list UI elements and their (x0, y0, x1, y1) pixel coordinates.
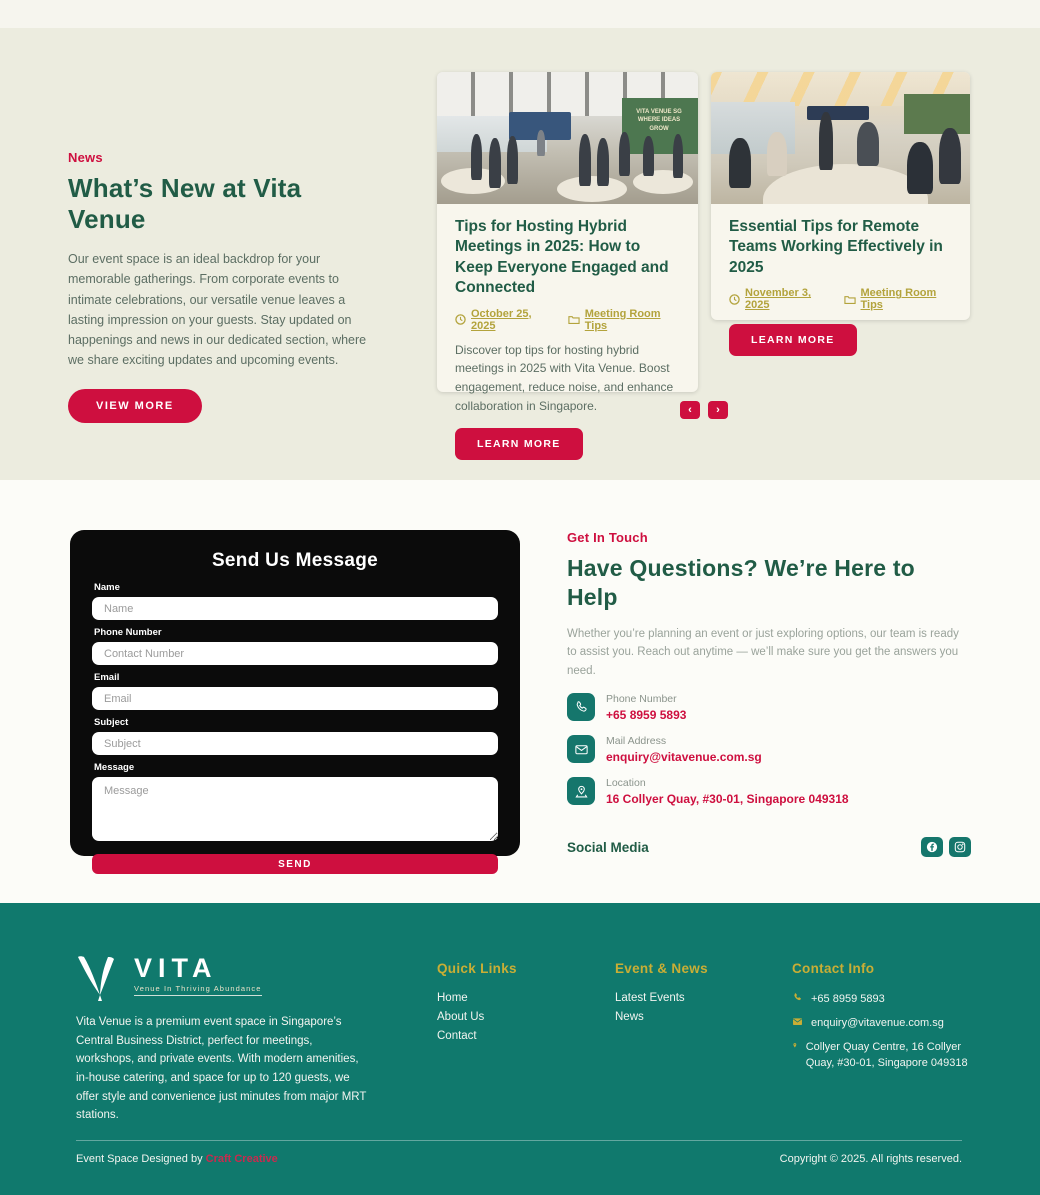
name-label: Name (94, 582, 120, 593)
phone-icon (567, 693, 595, 721)
contact-item-mail (567, 735, 971, 764)
send-button[interactable]: SEND (92, 854, 498, 874)
blog-card-date-link[interactable] (729, 287, 830, 311)
designed-by-text: Event Space Designed by (76, 1153, 206, 1165)
footer-link-about-us[interactable]: About Us (437, 1011, 485, 1023)
footer-divider (76, 1140, 962, 1141)
learn-more-button[interactable]: LEARN MORE (729, 324, 857, 356)
blog-card-category-link[interactable] (844, 287, 952, 311)
social-media-row (567, 837, 971, 857)
carousel-prev-button[interactable]: ‹ (680, 401, 700, 419)
folder-icon (844, 294, 856, 305)
folder-icon (568, 314, 580, 325)
footer-email-value: enquiry@vitavenue.com.sg (811, 1016, 944, 1029)
quick-links-title: Quick Links (437, 961, 517, 976)
message-field[interactable] (92, 777, 498, 841)
footer-description: Vita Venue is a premium event space in Singapore’s Central Business District, perfect for meetings, workshops, and private events. With modern amenities, in-house catering, and space for up to 120 guests, we offer style and convenience just minutes from major MRT stations. (76, 1016, 367, 1122)
map-icon (567, 777, 595, 805)
footer-logo-wordmark: VITA (134, 953, 218, 983)
contact-item-label: Mail Address (606, 735, 667, 748)
news-heading: What’s New at Vita Venue (68, 173, 302, 234)
footer-contact-email[interactable] (792, 1016, 972, 1032)
designer-link[interactable]: Craft Creative (205, 1153, 278, 1165)
footer-link-news[interactable]: News (615, 1011, 644, 1023)
blog-card-category-link[interactable] (568, 308, 680, 332)
subject-field[interactable] (92, 732, 498, 755)
blog-card-description: Discover top tips for hosting hybrid meetings in 2025 with Vita Venue. Boost engagement, reduce noise, and enhance collaboration in Singapore. (455, 342, 674, 413)
top-strip (0, 0, 1040, 28)
name-field[interactable] (92, 597, 498, 620)
blog-card-hybrid-meetings[interactable] (437, 72, 698, 451)
clock-icon (455, 314, 466, 325)
news-description: Our event space is an ideal backdrop for your memorable gatherings. From corporate events to intimate celebrations, our versatile venue leaves a lasting impression on your guests. Stay updated on happenings and news in our dedicated section, where we share exciting updates and upcoming events. (68, 252, 367, 368)
news-eyebrow: News (68, 150, 103, 165)
event-news-title: Event & News (615, 961, 708, 976)
contact-item-value[interactable]: 16 Collyer Quay, #30-01, Singapore 049318 (606, 792, 849, 807)
blog-card-title: Essential Tips for Remote Teams Working Effectively in 2025 (729, 218, 943, 276)
footer-phone-value: +65 8959 5893 (811, 993, 885, 1005)
blog-card-category: Meeting Room Tips (584, 307, 661, 332)
carousel-controls (680, 401, 728, 419)
footer-link-home[interactable]: Home (437, 992, 468, 1004)
blog-card-meta (729, 287, 952, 311)
view-more-button[interactable]: VIEW MORE (68, 389, 202, 423)
contact-info-title: Contact Info (792, 961, 875, 976)
get-in-touch-heading: Have Questions? We’re Here to Help (567, 555, 915, 611)
blog-card-remote-teams[interactable] (711, 72, 970, 347)
vita-wings-icon (74, 955, 130, 1003)
footer-quick-links (437, 961, 587, 1049)
blog-card-image-meeting-room (711, 72, 970, 204)
phone-label: Phone Number (94, 627, 162, 638)
blog-card-title: Tips for Hosting Hybrid Meetings in 2025: How to Keep Everyone Engaged and Connected (455, 218, 669, 297)
footer-contact-phone[interactable] (792, 992, 972, 1008)
clock-icon (729, 294, 740, 305)
footer-contact-address[interactable] (792, 1040, 972, 1072)
blog-card-date: October 25, 2025 (471, 307, 532, 332)
email-label: Email (94, 672, 120, 683)
news-intro (68, 150, 380, 423)
get-in-touch-description: Whether you’re planning an event or just exploring options, our team is ready to assist you. Reach out anytime — we’ll make sure you get the answers you need. (567, 627, 959, 677)
footer-event-news (615, 961, 765, 1030)
get-in-touch (567, 530, 971, 806)
footer-link-contact[interactable]: Contact (437, 1030, 477, 1042)
footer-logo-tagline: Venue In Thriving Abundance (134, 984, 262, 996)
footer-address-value: Collyer Quay Centre, 16 Collyer Quay, #30-01, Singapore 049318 (805, 1040, 968, 1069)
footer-contact-info (792, 961, 972, 1080)
message-label: Message (94, 762, 135, 773)
email-field[interactable] (92, 687, 498, 710)
blog-card-image-event-space (437, 72, 698, 204)
blog-card-date: November 3, 2025 (745, 287, 812, 312)
footer-bottom-bar (76, 1153, 962, 1165)
map-pin-icon (792, 1040, 798, 1051)
footer-link-latest-events[interactable]: Latest Events (615, 992, 685, 1004)
contact-form (70, 530, 520, 870)
blog-card-date-link[interactable] (455, 308, 554, 332)
subject-label: Subject (94, 717, 129, 728)
form-title: Send Us Message (211, 550, 379, 571)
get-in-touch-eyebrow: Get In Touch (567, 530, 648, 545)
contact-item-location (567, 777, 971, 806)
photo-greenwall-text: VITA VENUE SG WHERE IDEAS GROW (636, 109, 682, 132)
carousel-next-button[interactable]: › (708, 401, 728, 419)
blog-card-meta (455, 308, 680, 332)
mail-icon (567, 735, 595, 763)
contact-item-value[interactable]: enquiry@vitavenue.com.sg (606, 750, 762, 765)
contact-item-phone (567, 693, 971, 722)
contact-item-label: Location (606, 777, 646, 790)
facebook-icon[interactable] (921, 837, 943, 857)
contact-item-label: Phone Number (606, 693, 677, 706)
footer (0, 903, 1040, 1195)
news-section (0, 0, 1040, 480)
blog-card-category: Meeting Room Tips (860, 287, 937, 312)
social-media-label: Social Media (567, 839, 649, 855)
footer-logo (74, 955, 262, 1003)
contact-section (0, 480, 1040, 903)
phone-field[interactable] (92, 642, 498, 665)
contact-item-value[interactable]: +65 8959 5893 (606, 708, 687, 723)
phone-icon (792, 992, 803, 1003)
learn-more-button[interactable]: LEARN MORE (455, 428, 583, 460)
instagram-icon[interactable] (949, 837, 971, 857)
mail-icon (792, 1016, 803, 1027)
copyright-text: Copyright © 2025. All rights reserved. (779, 1153, 962, 1165)
